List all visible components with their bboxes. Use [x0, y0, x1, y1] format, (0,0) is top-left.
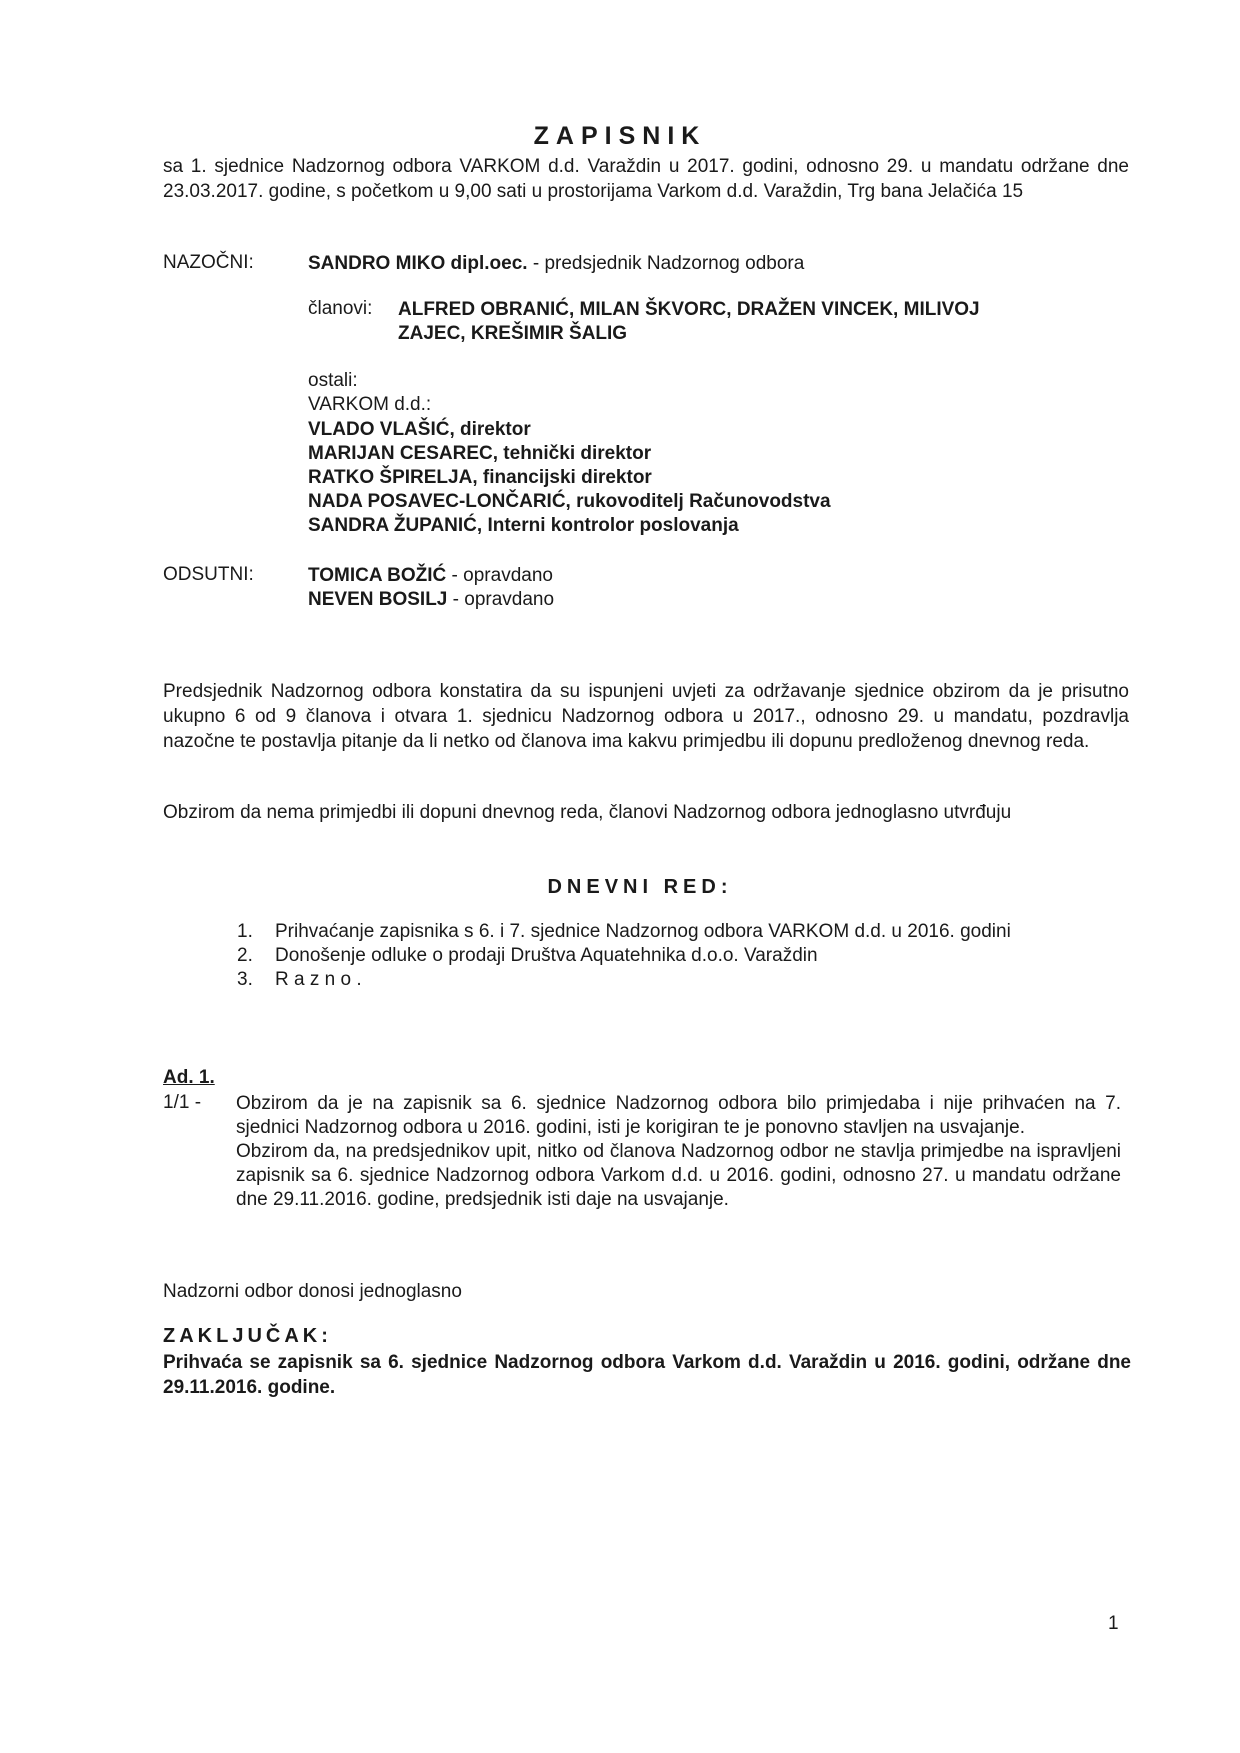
agenda-item-number: 1. — [237, 921, 253, 942]
members-line-2: ZAJEC, KREŠIMIR ŠALIG — [398, 323, 628, 344]
absent-row — [308, 564, 553, 588]
agenda-item — [237, 968, 1011, 992]
intro-paragraph: sa 1. sjednice Nadzornog odbora VARKOM d.d. Varaždin u 2017. godini, odnosno 29. u mandatu održane dne 23.03.2017. godine, s početkom u 9,00 sati u prostorijama Varkom d.d. Varaždin, Trg bana Jelačića 15 — [163, 156, 1129, 202]
members-label: članovi: — [308, 298, 373, 319]
ad1-subnumber: 1/1 - — [163, 1092, 202, 1113]
others-label: ostali: — [308, 370, 358, 391]
absent-label: ODSUTNI: — [163, 564, 254, 585]
other-attendee: RATKO ŠPIRELJA, financijski direktor — [308, 467, 652, 488]
agenda-item-text: Donošenje odluke o prodaji Društva Aquatehnika d.o.o. Varaždin — [275, 945, 818, 966]
ad1-heading: Ad. 1. — [163, 1067, 215, 1088]
chair-line — [308, 252, 804, 276]
other-attendee: SANDRA ŽUPANIĆ, Interni kontrolor poslovanja — [308, 515, 739, 536]
agenda-title: DNEVNI RED: — [547, 876, 733, 898]
absent-row — [308, 588, 554, 612]
chair-name: SANDRO MIKO dipl.oec. — [308, 253, 528, 274]
agenda-item — [237, 920, 1011, 944]
ad1-body — [236, 1092, 1121, 1212]
absent-note: - opravdano — [446, 565, 553, 586]
agenda-item-text: Prihvaćanje zapisnika s 6. i 7. sjednice Nadzornog odbora VARKOM d.d. u 2016. godini — [275, 921, 1011, 942]
members-line-1: ALFRED OBRANIĆ, MILAN ŠKVORC, DRAŽEN VINCEK, MILIVOJ — [398, 299, 980, 320]
ad1-text-2: Obzirom da, na predsjednikov upit, nitko od članova Nadzornog odbor ne stavlja primjedbe na ispravljeni zapisnik sa 6. sjednice Nadzornog odbora Varkom d.d. u 2016. godini, odnosno 27. u mandatu održane dne 29.11.2016. godine, predsjednik isti daje na usvajanje. — [236, 1141, 1121, 1210]
company-label: VARKOM d.d.: — [308, 394, 432, 415]
decision-intro: Nadzorni odbor donosi jednoglasno — [163, 1281, 462, 1302]
document-title: ZAPISNIK — [533, 122, 707, 150]
other-attendee: VLADO VLAŠIĆ, direktor — [308, 419, 531, 440]
chair-role: - predsjednik Nadzornog odbora — [527, 253, 805, 274]
opening-paragraph: Predsjednik Nadzornog odbora konstatira da su ispunjeni uvjeti za održavanje sjednice obzirom da je prisutno ukupno 6 od 9 članova i otvara 1. sjednicu Nadzornog odbora u 2017., odnosno 29. u mandatu, pozdravlja nazočne te postavlja pitanje da li netko od članova ima kakvu primjedbu ili dopunu predloženog dnevnog reda. — [163, 681, 1129, 752]
conclusion-title: ZAKLJUČAK: — [163, 1325, 332, 1347]
absent-note: - opravdano — [447, 589, 555, 610]
agenda-item-number: 3. — [237, 969, 253, 990]
agenda-item-text: R a z n o . — [275, 969, 362, 990]
agenda-item-number: 2. — [237, 945, 253, 966]
absent-name: NEVEN BOSILJ — [308, 589, 448, 610]
ad1-text-1: Obzirom da je na zapisnik sa 6. sjednice Nadzornog odbora bilo primjedaba i nije prihvaćen na 7. sjednici Nadzornog odbora u 2016. godini, isti je korigiran te je ponovno stavljen na usvajanje. — [236, 1093, 1121, 1138]
agenda-approval-paragraph: Obzirom da nema primjedbi ili dopuni dnevnog reda, članovi Nadzornog odbora jednoglasno utvrđuju — [163, 802, 1012, 823]
conclusion-text: Prihvaća se zapisnik sa 6. sjednice Nadzornog odbora Varkom d.d. Varaždin u 2016. godini, održane dne 29.11.2016. godine. — [163, 1352, 1131, 1398]
absent-name: TOMICA BOŽIĆ — [308, 565, 447, 586]
other-attendee: NADA POSAVEC-LONČARIĆ, rukovoditelj Računovodstva — [308, 491, 831, 512]
page-number: 1 — [1108, 1613, 1119, 1634]
agenda-item — [237, 944, 1011, 968]
present-label: NAZOČNI: — [163, 252, 254, 273]
other-attendee: MARIJAN CESAREC, tehnički direktor — [308, 443, 652, 464]
agenda-list — [237, 920, 1011, 992]
